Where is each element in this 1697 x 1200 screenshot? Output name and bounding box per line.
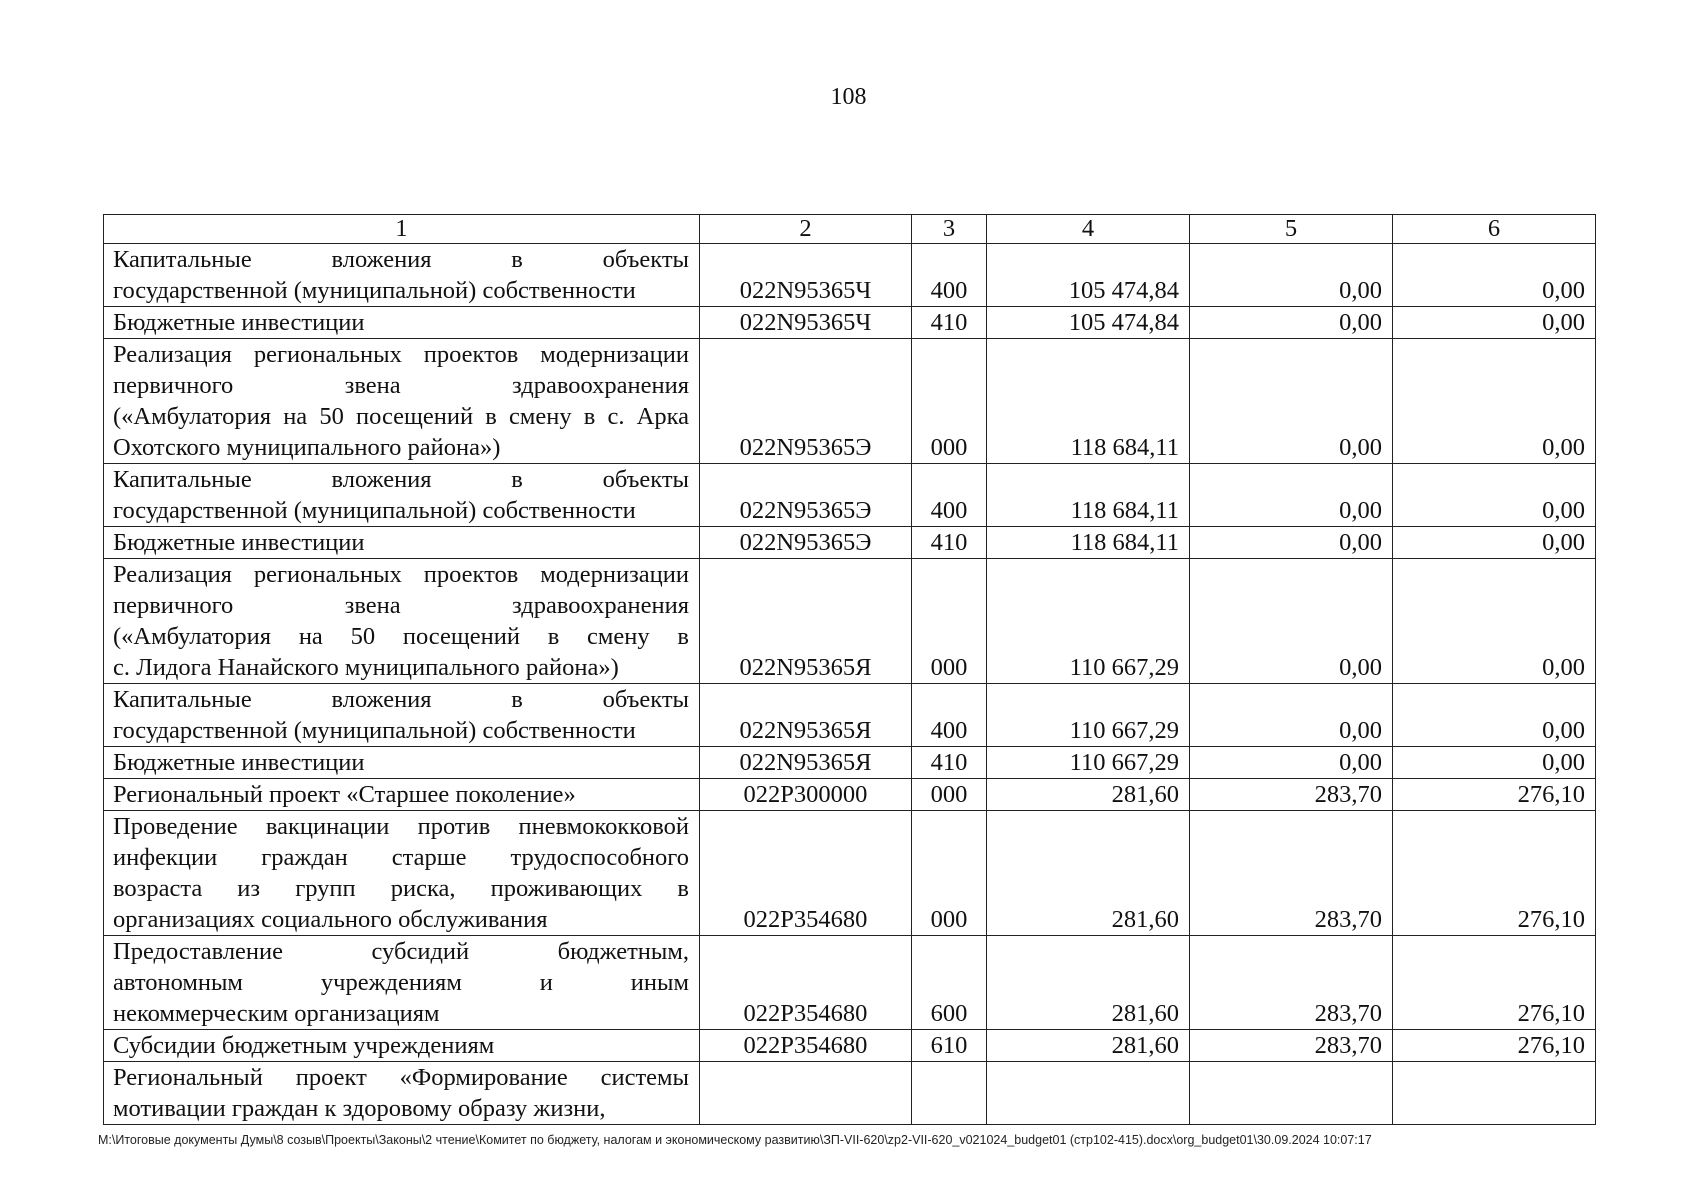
budget-table <box>103 214 1596 1125</box>
row-name-line: организациях социального обслуживания <box>113 906 548 933</box>
row-name-line: Субсидии бюджетным учреждениям <box>113 1032 495 1059</box>
amount-col5: 0,00 <box>1190 684 1393 747</box>
target-article-code: 022N95365Э <box>700 527 912 559</box>
amount-col4: 118 684,11 <box>987 339 1190 464</box>
row-name-line: Капитальные вложения в объекты <box>113 466 689 493</box>
expense-type-code: 600 <box>912 936 987 1030</box>
row-name-line: мотивации граждан к здоровому образу жизни, <box>113 1095 606 1122</box>
table-row <box>104 464 1596 527</box>
row-name-line: («Амбулатория на 50 посещений в смену в с. Арка <box>113 403 689 430</box>
target-article-code: 022P354680 <box>700 1030 912 1062</box>
amount-col5: 0,00 <box>1190 244 1393 307</box>
row-name-cell <box>104 244 700 307</box>
amount-col4: 281,60 <box>987 811 1190 936</box>
table-row <box>104 339 1596 464</box>
row-name-line: Реализация региональных проектов модернизации <box>113 341 689 368</box>
table-row <box>104 1030 1596 1062</box>
amount-col6: 276,10 <box>1393 779 1596 811</box>
amount-col6: 0,00 <box>1393 684 1596 747</box>
column-header: 3 <box>912 215 987 244</box>
row-name-line: некоммерческим организациям <box>113 1000 440 1027</box>
column-header: 5 <box>1190 215 1393 244</box>
expense-type-code: 400 <box>912 464 987 527</box>
row-name-cell <box>104 811 700 936</box>
expense-type-code: 400 <box>912 244 987 307</box>
amount-col4: 118 684,11 <box>987 464 1190 527</box>
table-row <box>104 811 1596 936</box>
amount-col5: 0,00 <box>1190 747 1393 779</box>
target-article-code: 022N95365Ч <box>700 244 912 307</box>
amount-col5: 283,70 <box>1190 811 1393 936</box>
row-name-line: («Амбулатория на 50 посещений в смену в <box>113 623 689 650</box>
row-name-cell <box>104 527 700 559</box>
table-row <box>104 244 1596 307</box>
amount-col4: 110 667,29 <box>987 559 1190 684</box>
row-name-cell <box>104 1030 700 1062</box>
row-name-line: Бюджетные инвестиции <box>113 749 365 776</box>
amount-col4: 105 474,84 <box>987 307 1190 339</box>
row-name-line: первичного звена здравоохранения <box>113 592 689 619</box>
expense-type-code: 000 <box>912 811 987 936</box>
table-row <box>104 684 1596 747</box>
amount-col6: 0,00 <box>1393 339 1596 464</box>
amount-col6: 276,10 <box>1393 811 1596 936</box>
amount-col6: 276,10 <box>1393 936 1596 1030</box>
document-path-footer: M:\Итоговые документы Думы\8 созыв\Проекты\Законы\2 чтение\Комитет по бюджету, налогам и экономическому развитию\ЗП-VII-620\zp2-VII-620_v021024_budget01 (стр102-415).docx\org_budget01\30.09.2024 10:07:17 <box>98 1133 1372 1147</box>
expense-type-code: 410 <box>912 307 987 339</box>
amount-col5: 0,00 <box>1190 464 1393 527</box>
target-article-code: 022P354680 <box>700 936 912 1030</box>
target-article-code: 022P354680 <box>700 811 912 936</box>
table-row <box>104 307 1596 339</box>
amount-col6: 0,00 <box>1393 464 1596 527</box>
expense-type-code: 610 <box>912 1030 987 1062</box>
row-name-cell <box>104 1062 700 1125</box>
expense-type-code: 000 <box>912 559 987 684</box>
row-name-line: первичного звена здравоохранения <box>113 372 689 399</box>
amount-col4: 105 474,84 <box>987 244 1190 307</box>
row-name-line: Бюджетные инвестиции <box>113 529 365 556</box>
column-header: 2 <box>700 215 912 244</box>
amount-col6: 0,00 <box>1393 747 1596 779</box>
row-name-line: с. Лидога Нанайского муниципального района») <box>113 654 619 681</box>
expense-type-code <box>912 1062 987 1125</box>
amount-col5: 0,00 <box>1190 339 1393 464</box>
row-name-cell <box>104 307 700 339</box>
amount-col4: 110 667,29 <box>987 747 1190 779</box>
row-name-line: инфекции граждан старше трудоспособного <box>113 844 689 871</box>
table-row <box>104 779 1596 811</box>
table-row <box>104 936 1596 1030</box>
row-name-line: государственной (муниципальной) собственности <box>113 497 636 524</box>
amount-col4: 281,60 <box>987 1030 1190 1062</box>
amount-col4: 118 684,11 <box>987 527 1190 559</box>
target-article-code: 022N95365Я <box>700 684 912 747</box>
target-article-code: 022N95365Я <box>700 747 912 779</box>
table-row <box>104 747 1596 779</box>
row-name-line: возраста из групп риска, проживающих в <box>113 875 689 902</box>
row-name-line: Региональный проект «Формирование системы <box>113 1064 689 1091</box>
table-row <box>104 527 1596 559</box>
row-name-line: автономным учреждениям и иным <box>113 969 689 996</box>
table-row <box>104 559 1596 684</box>
expense-type-code: 410 <box>912 527 987 559</box>
amount-col5: 283,70 <box>1190 1030 1393 1062</box>
column-header: 4 <box>987 215 1190 244</box>
row-name-cell <box>104 559 700 684</box>
row-name-line: государственной (муниципальной) собственности <box>113 717 636 744</box>
amount-col4: 281,60 <box>987 779 1190 811</box>
row-name-cell <box>104 464 700 527</box>
column-header: 6 <box>1393 215 1596 244</box>
row-name-line: Проведение вакцинации против пневмококковой <box>113 813 689 840</box>
expense-type-code: 000 <box>912 339 987 464</box>
amount-col6: 0,00 <box>1393 244 1596 307</box>
amount-col5: 0,00 <box>1190 559 1393 684</box>
column-header: 1 <box>104 215 700 244</box>
row-name-line: Бюджетные инвестиции <box>113 309 365 336</box>
amount-col6: 0,00 <box>1393 307 1596 339</box>
amount-col5: 0,00 <box>1190 527 1393 559</box>
target-article-code <box>700 1062 912 1125</box>
amount-col5 <box>1190 1062 1393 1125</box>
row-name-line: Предоставление субсидий бюджетным, <box>113 938 689 965</box>
expense-type-code: 400 <box>912 684 987 747</box>
target-article-code: 022N95365Э <box>700 339 912 464</box>
amount-col5: 283,70 <box>1190 936 1393 1030</box>
target-article-code: 022P300000 <box>700 779 912 811</box>
row-name-line: Региональный проект «Старшее поколение» <box>113 781 576 808</box>
page-number: 108 <box>830 84 867 110</box>
amount-col4: 281,60 <box>987 936 1190 1030</box>
amount-col6 <box>1393 1062 1596 1125</box>
row-name-cell <box>104 779 700 811</box>
row-name-line: государственной (муниципальной) собственности <box>113 277 636 304</box>
target-article-code: 022N95365Я <box>700 559 912 684</box>
amount-col6: 0,00 <box>1393 559 1596 684</box>
row-name-cell <box>104 684 700 747</box>
expense-type-code: 000 <box>912 779 987 811</box>
expense-type-code: 410 <box>912 747 987 779</box>
target-article-code: 022N95365Э <box>700 464 912 527</box>
amount-col4: 110 667,29 <box>987 684 1190 747</box>
row-name-cell <box>104 936 700 1030</box>
table-row <box>104 1062 1596 1125</box>
table-header-row <box>104 215 1596 244</box>
row-name-line: Охотского муниципального района») <box>113 434 501 461</box>
amount-col5: 0,00 <box>1190 307 1393 339</box>
row-name-line: Реализация региональных проектов модернизации <box>113 561 689 588</box>
amount-col6: 0,00 <box>1393 527 1596 559</box>
row-name-line: Капитальные вложения в объекты <box>113 686 689 713</box>
amount-col5: 283,70 <box>1190 779 1393 811</box>
amount-col4 <box>987 1062 1190 1125</box>
row-name-line: Капитальные вложения в объекты <box>113 246 689 273</box>
row-name-cell <box>104 339 700 464</box>
amount-col6: 276,10 <box>1393 1030 1596 1062</box>
row-name-cell <box>104 747 700 779</box>
target-article-code: 022N95365Ч <box>700 307 912 339</box>
